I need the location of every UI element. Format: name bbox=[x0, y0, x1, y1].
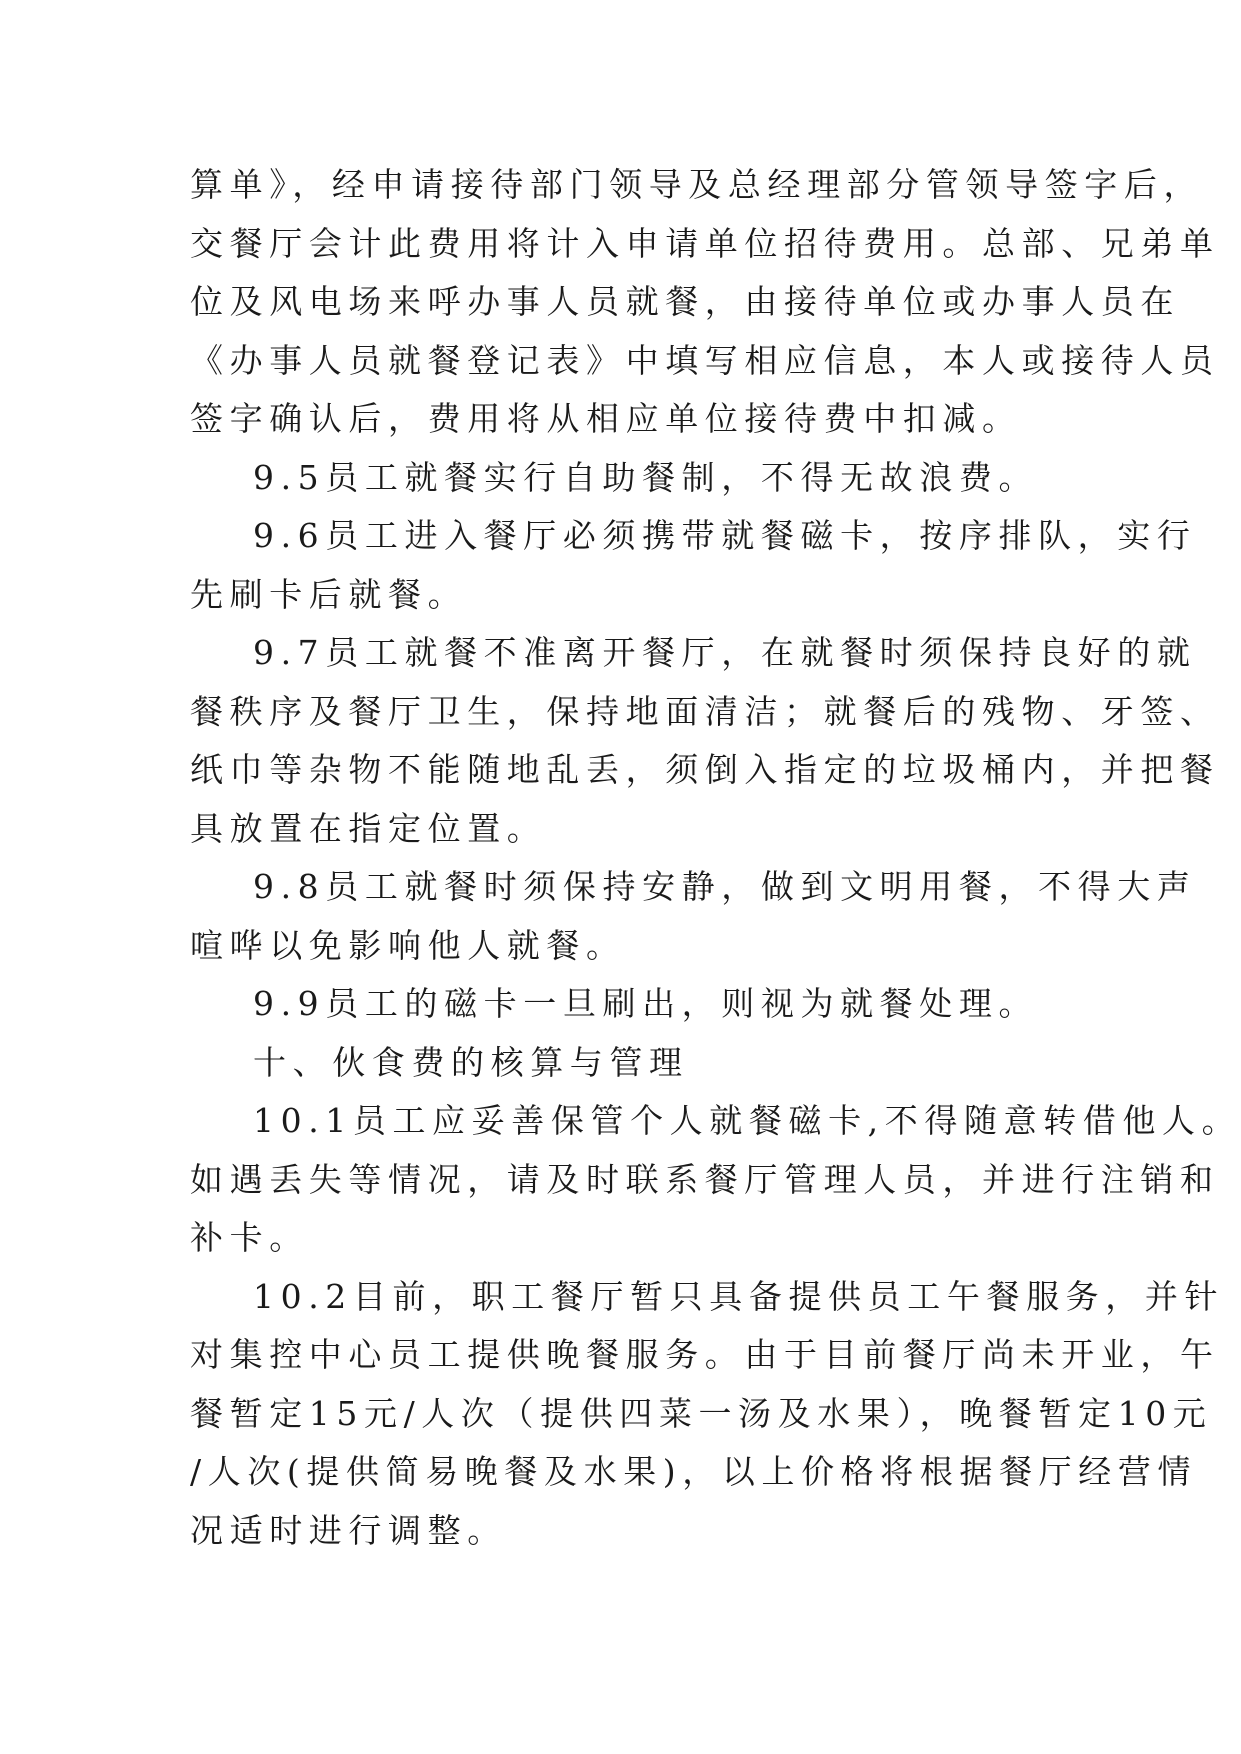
text-line: 签字确认后，费用将从相应单位接待费中扣减。 bbox=[190, 399, 1022, 438]
document-body bbox=[190, 156, 1241, 1560]
paragraph-9-7: 9.7员工就餐不准离开餐厅，在就餐时须保持良好的就 bbox=[253, 633, 1197, 672]
text-line: 具放置在指定位置。 bbox=[190, 808, 547, 848]
paragraph-9-8: 9.8员工就餐时须保持安静，做到文明用餐，不得大声 bbox=[253, 867, 1197, 906]
text-line: 交餐厅会计此费用将计入申请单位招待费用。总部、兄弟单 bbox=[190, 223, 1220, 263]
text-line: /人次(提供简易晚餐及水果)，以上价格将根据餐厅经营情 bbox=[190, 1452, 1198, 1491]
paragraph-9-5: 9.5员工就餐实行自助餐制，不得无故浪费。 bbox=[253, 457, 1039, 497]
text-line: 位及风电场来呼办事人员就餐，由接待单位或办事人员在 bbox=[190, 282, 1180, 321]
text-line: 餐暂定15元/人次（提供四菜一汤及水果），晚餐暂定10元 bbox=[190, 1393, 1213, 1433]
section-heading-10: 十、伙食费的核算与管理 bbox=[253, 1042, 689, 1082]
text-line: 算单》，经申请接待部门领导及总经理部分管领导签字后， bbox=[190, 165, 1204, 204]
paragraph-9-6: 9.6员工进入餐厅必须携带就餐磁卡，按序排队，实行 bbox=[253, 516, 1197, 555]
paragraph-10-1: 10.1员工应妥善保管个人就餐磁卡,不得随意转借他人。 bbox=[253, 1101, 1241, 1140]
paragraph-10-2: 10.2目前，职工餐厅暂只具备提供员工午餐服务，并针 bbox=[253, 1276, 1225, 1316]
text-line: 况适时进行调整。 bbox=[190, 1510, 507, 1550]
text-line: 《办事人员就餐登记表》中填写相应信息，本人或接待人员 bbox=[190, 340, 1220, 380]
text-line: 先刷卡后就餐。 bbox=[190, 574, 468, 614]
text-line: 纸巾等杂物不能随地乱丢，须倒入指定的垃圾桶内，并把餐 bbox=[190, 750, 1220, 789]
text-line: 补卡。 bbox=[190, 1218, 309, 1257]
text-line: 对集控中心员工提供晚餐服务。由于目前餐厅尚未开业，午 bbox=[190, 1335, 1220, 1374]
text-line: 餐秩序及餐厅卫生，保持地面清洁；就餐后的残物、牙签、 bbox=[190, 691, 1220, 731]
text-line: 如遇丢失等情况，请及时联系餐厅管理人员，并进行注销和 bbox=[190, 1159, 1220, 1199]
text-line: 喧哗以免影响他人就餐。 bbox=[190, 925, 626, 965]
paragraph-9-9: 9.9员工的磁卡一旦刷出，则视为就餐处理。 bbox=[253, 984, 1039, 1023]
